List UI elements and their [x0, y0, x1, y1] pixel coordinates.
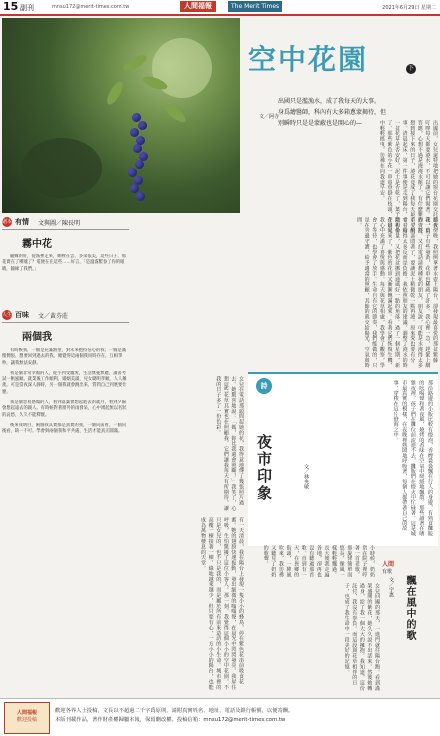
box1-tag: 有情 [15, 218, 29, 226]
box2-paragraph: 有時候我，一個是充滿熱望，對未來抱持信心的我；一個是滿懷惆悵、想要回到過去的我。總覺得這兩個我同時存在，互相爭吵，讓我無法安靜。 [2, 348, 127, 366]
page-footer [0, 698, 440, 736]
section-name: 副刊 [20, 4, 34, 12]
box1-circle: 副本 [2, 219, 13, 225]
part-marker: 下 [407, 65, 414, 72]
newspaper-logo-en: The Merit Times [228, 1, 282, 12]
song-author: 文／宇惠 [388, 577, 394, 597]
song-box [380, 555, 438, 695]
box2-paragraph: 我是個非常幸福的人，從小到受寵愛，生活無憂無慮，讀書考試一帆風順。就業後工作順利，婚姻美滿，兒女聰明孝順，人人稱羨。可是當夜深人靜時，另一個我就會跳出來，質問自己到底要什麼。 [2, 370, 127, 395]
feature-body-continued: 那天傍晚，我照例拿著水壺上陽台，卻發現最喜愛的那盆紫藤花，葉子有些發黃，花串也稀疏了許多。我心裡一急，趕緊上網查資料，又打電話請教種花的朋友。朋友說，可能是水澆得太多了，根部悶著了，要讓泥土稍微乾一點再澆。原來愛也要有分寸，給得太多反而是負擔。我依照朋友的建議，調整了澆水的時間和份量，又把花盆挪到通風好一點的角落。過了一個星期，新芽冒出來了，紫色的花串又漸漸飽滿起來。看著它們恢復生機，我心中充滿了喜悅與感動。每天與花草相處，我學會了觀察，學會了等待，也學會了放手。生命自有它的節奏，我們能做的，只是在旁邊守護，給予適當的照顧，其餘的就交給陽光、空氣與時間。 [356, 217, 438, 369]
poem-title: 夜市印象 [255, 434, 273, 502]
page-header [0, 0, 440, 16]
box2-author: 文／黃芬莊 [38, 312, 69, 320]
ad-line: 歡迎投稿 [16, 717, 37, 723]
box2-paragraph: 後來我明白，兩個我其實都是真實的我，一個向前看，一個向後看，缺一不可。學會與兩個我和平共處，生活才能真正圓滿。 [2, 422, 127, 435]
box1-text: 隨緣的好，從霧裡走來，網裡在雲，多朵依美，這些日子，那花實在了嘆噓了？電便在在這些……好言，「是溫霧繫眷了你的眼睛，隨緣了我們。」 [2, 254, 127, 272]
footer-line: 本版刊載作品，著作財產權歸屬本報，保留刪改權。投稿信箱：mnsu172@merit-times.com.tw [55, 717, 286, 723]
box2-header [2, 310, 129, 320]
poem-author: 文／林央敏 [303, 464, 309, 489]
song-tag [382, 559, 408, 575]
song-text: 小時候，奶奶常在院子裡哼著一首老歌，那旋律簡單而悠長，像風一樣輕輕飄過。長大後我走遍各地，卻再也沒有聽過那首歌。直到有一天，在異鄉的街頭，一陣風吹來，我彷彿又聽見了奶奶的歌聲。 [262, 545, 375, 578]
box1-title: 霧中花 [22, 239, 52, 250]
song-tag-circle: 人間 [382, 561, 395, 568]
feature-ending: 女兒回國的那天，一進門就往陽台跑。看到滿架盛開的紫花，她久久說不出話來。然後她轉過身，給了我一個大大的擁抱。我知道，這份託付，我沒有辜負。而這段與花草相伴的日子，也成了我生命中一段美好的記憶。 [343, 583, 380, 691]
lead-line: 別瞬時只是是蒙蔽也是開心的— [278, 120, 363, 127]
song-title: 飄在風中的歌 [404, 575, 415, 641]
box1-author: 文與圖／陳長明 [38, 219, 81, 227]
poem-box [248, 372, 438, 546]
footer-line: 歡迎各界人士投稿，文長以不超過二千字爲原則，請附真實姓名、地址、電話及銀行帳號，以便寄酬。 [55, 708, 294, 714]
box2-paragraph: 我是個容易感傷的人，看到落葉會想起逝去的歲月，看到夕陽會想起遠去的親人。有時候對著窗外的雨發呆，心中湧起無以名狀的哀愁，久久不能釋懷。 [2, 400, 127, 418]
issue-date: 2021年6月29日 星期二 [382, 5, 436, 11]
feature-byline: 文／阿寺 [259, 114, 280, 120]
song-tag-word: 有歌 [382, 569, 393, 575]
ad-line: 人間福報 [16, 710, 37, 716]
box1-header [2, 217, 129, 227]
newspaper-logo: 人間福報 [180, 1, 216, 12]
poem-text: 那沿路邊的小販比較有燈泡，香煙裊裊飄在行人的身邊，有熟食攤販的吆喝聲和著夜風，燒烤的香味在空氣中緩緩地飄散。那些讀著在嘈雜夜裡，孩子們在攤位前流連不去，攤販們在燈火中忙碌著。這是城市最真實的模樣，在夜晚裡熱鬧地呼吸著，每個人都帶著自己的故事，穿梭在這片燈海之中。 [392, 380, 433, 536]
poem-circle: 詩 [256, 378, 272, 394]
feature-body-continued: 女兒在電話那頭問起她的花，我得意地傳了幾張照片過去。她驚喜地說：「媽，妳比我還會照顧！」我笑了，心想這些花草其實也在照顧我。它們讓我每天有所期待，讓我的日子多了一份色彩。 [215, 376, 244, 511]
page-number: 15 [3, 0, 19, 13]
feature-body: 出國前，女兒還特地把她的窗台花園交託給我，叮嚀每天都要澆水，不可以讓它們渴著。我一口答應，心想不過是澆澆水罷了，有什麼難的。沒想到接下來的日子，澆花竟成了我每天最重要的事。清晨起床，第一件事便是走到陽台，看看每一盆花草是否安好，泥土是否乾了，葉子是否垂了。那些紫色的小花一串串垂掛在枝頭，在晨光中輕輕搖曳，彷彿在向我道早安。 [378, 120, 438, 234]
section-email: mnsu172@merit-times.com.tw [52, 4, 130, 10]
footer-ad[interactable] [4, 702, 50, 734]
box2-circle: 人生 [2, 312, 13, 318]
feature-body-continued: 有一天清晨，我在陽台上發現一隻小小的蜂鳥，停在紫色花串前吸食花蜜。牠的翅膀快速振動，發出細微的嗡嗡聲，在晨光中閃閃發亮。我屏住呼吸，生怕驚擾了這位小客人。那一刻，我覺得這個小小的空中花園，不只是女兒的，也不只是我的，而是屬於所有前來造訪的小生命。城市裡的高樓一棟接著一棟，綠地越來越少，但只要有心，一方小小的陽台，也能成為萬物棲息的天堂。 [200, 517, 244, 690]
feature-photo [2, 18, 240, 213]
lead-line: 出國只是濫漁水，成了我每天的大事。 [278, 98, 381, 105]
left-column [2, 217, 129, 697]
feature-title: 空中花園 [248, 43, 369, 76]
box2-title: 兩個我 [22, 332, 52, 343]
box2-tag: 百味 [15, 311, 29, 319]
footer-notice [55, 707, 293, 725]
lead-line: 身爲繪醫師，科內有大多箱蔥蒙揭待，但 [278, 109, 387, 116]
